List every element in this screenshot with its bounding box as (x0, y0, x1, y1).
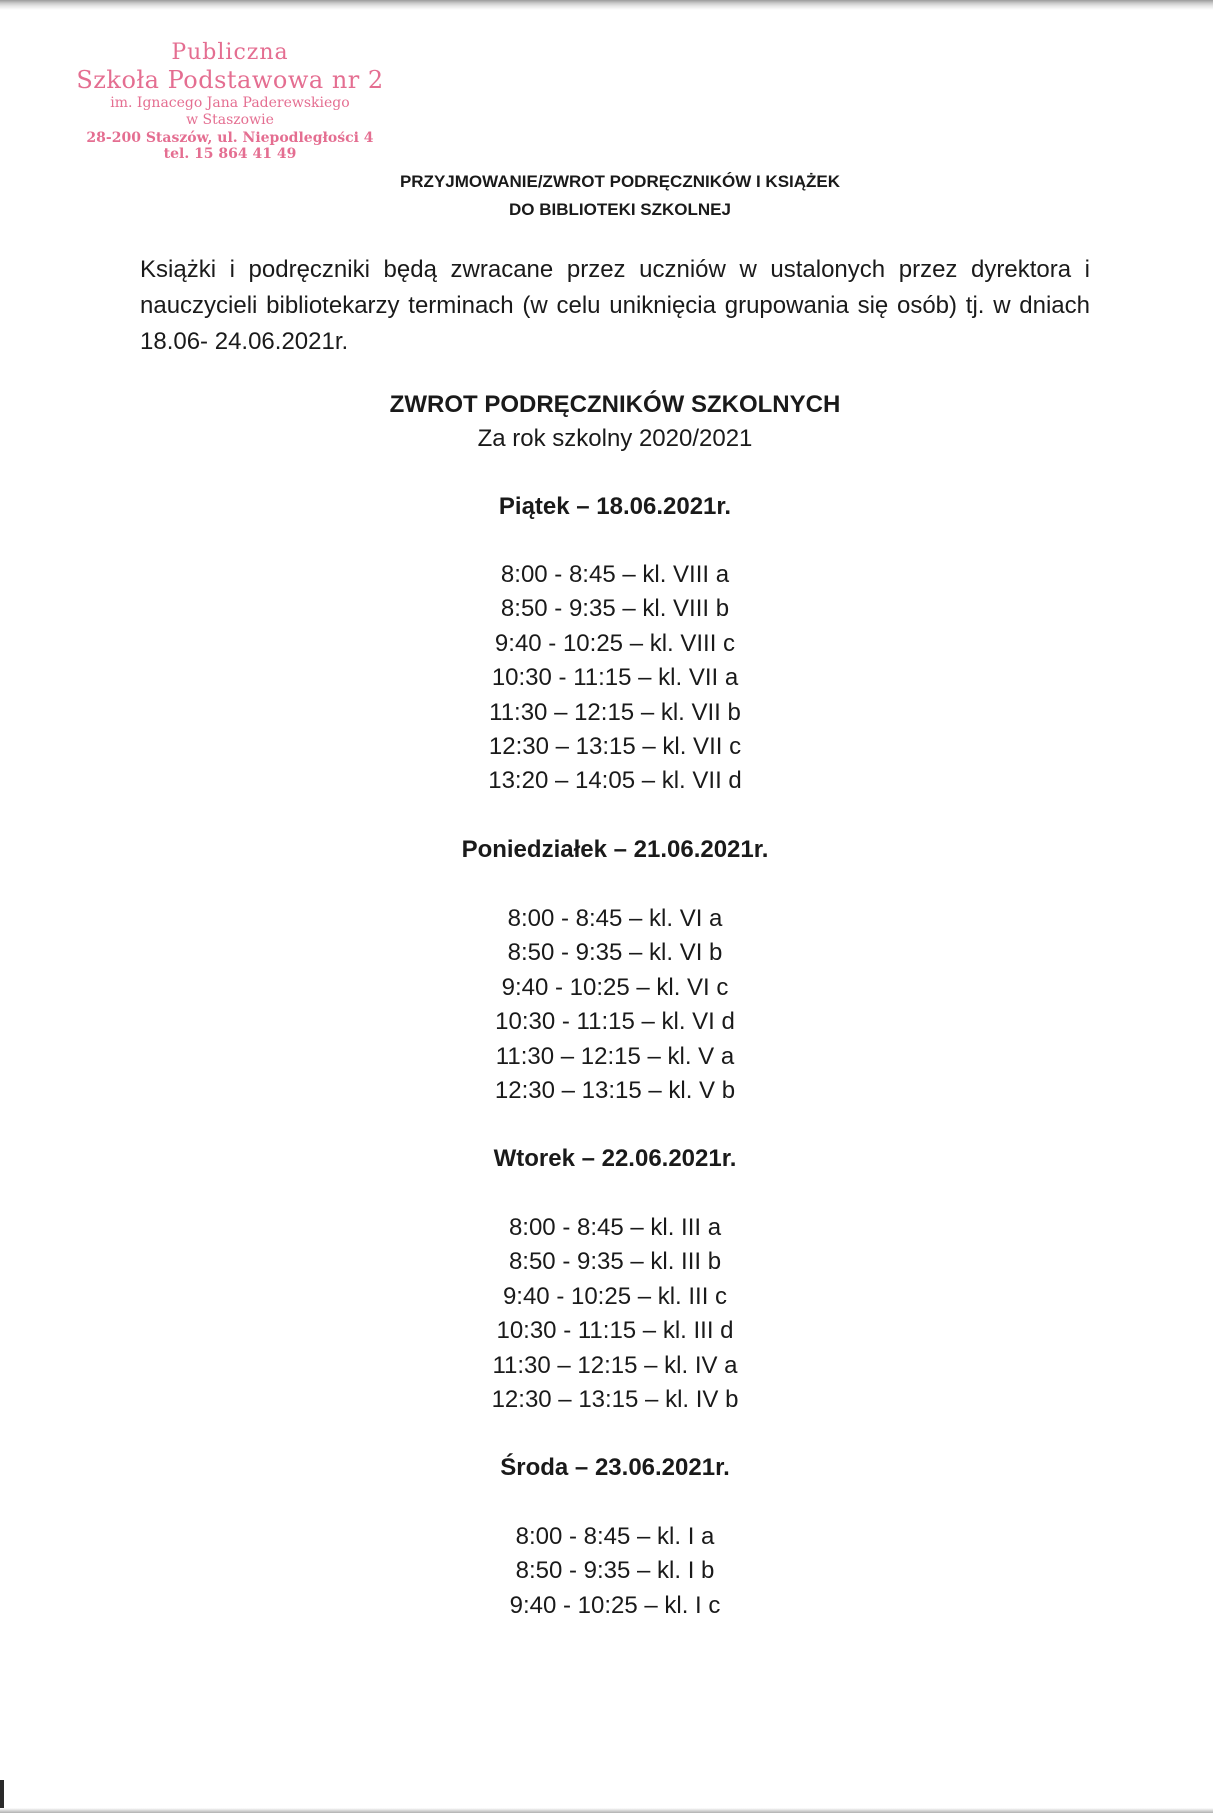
schedule-slot: 8:50 - 9:35 – kl. III b (508, 1248, 722, 1276)
document-title-line: PRZYJMOWANIE/ZWROT PODRĘCZNIKÓW I KSIĄŻEK (399, 172, 841, 191)
schedule-slot: 12:30 – 13:15 – kl. VII c (488, 733, 742, 761)
stamp-line: tel. 15 864 41 49 (163, 147, 297, 162)
schedule-list (300, 558, 930, 799)
document-title-line: DO BIBLIOTEKI SZKOLNEJ (509, 200, 731, 219)
schedule-slot: 12:30 – 13:15 – kl. IV b (491, 1386, 739, 1414)
intro-paragraph: Książki i podręczniki będą zwracane przez uczniów w ustalonych przez dyrektora i nauczycieli bibliotekarzy terminach (w celu uniknięcia grupowania się osób) tj. w dniach 18.06- 24.06.2021r. (140, 256, 1090, 355)
schedule-slot: 11:30 – 12:15 – kl. V a (495, 1042, 735, 1070)
section-title: ZWROT PODRĘCZNIKÓW SZKOLNYCH (389, 391, 841, 418)
schedule-slot: 13:20 – 14:05 – kl. VII d (488, 767, 742, 795)
day-heading: Poniedziałek – 21.06.2021r. (461, 836, 769, 863)
scan-bottom-edge (0, 1808, 1213, 1813)
schedule-slot: 8:00 - 8:45 – kl. I a (515, 1523, 715, 1550)
schedule-slot: 8:50 - 9:35 – kl. VIII b (500, 595, 730, 623)
schedule-slot: 11:30 – 12:15 – kl. VII b (489, 698, 741, 726)
section-subtitle: Za rok szkolny 2020/2021 (477, 425, 753, 452)
day-heading: Środa – 23.06.2021r. (500, 1454, 730, 1481)
schedule-slot: 9:40 - 10:25 – kl. I c (509, 1591, 721, 1619)
scan-top-edge (0, 0, 1213, 10)
stamp-line: Szkoła Podstawowa nr 2 (76, 66, 384, 94)
schedule-slot: 9:40 - 10:25 – kl. VIII c (494, 629, 736, 657)
schedule-slot: 10:30 - 11:15 – kl. VII a (491, 664, 739, 692)
schedule-slot: 8:00 - 8:45 – kl. III a (508, 1214, 722, 1241)
schedule-slot: 10:30 - 11:15 – kl. VI d (495, 1008, 735, 1036)
stamp-line: im. Ignacego Jana Paderewskiego (110, 95, 350, 111)
schedule-slot: 8:50 - 9:35 – kl. VI b (507, 939, 723, 967)
schedule-slot: 10:30 - 11:15 – kl. III d (496, 1317, 734, 1345)
document-header (330, 168, 910, 224)
stamp-line: Publiczna (171, 40, 289, 65)
school-stamp (60, 40, 400, 162)
schedule-slot: 12:30 – 13:15 – kl. V b (494, 1077, 736, 1105)
schedule-slot: 9:40 - 10:25 – kl. VI c (501, 973, 729, 1001)
stamp-line: w Staszowie (186, 112, 274, 128)
schedule-list (300, 1520, 930, 1623)
schedule-slot: 11:30 – 12:15 – kl. IV a (492, 1351, 738, 1379)
stamp-line: 28-200 Staszów, ul. Niepodległości 4 (86, 130, 374, 146)
schedule-slot: 8:50 - 9:35 – kl. I b (515, 1557, 715, 1585)
day-heading: Wtorek – 22.06.2021r. (493, 1145, 737, 1172)
day-heading: Piątek – 18.06.2021r. (498, 493, 732, 520)
schedule-slot: 8:00 - 8:45 – kl. VI a (507, 905, 723, 932)
schedule-list (300, 1211, 930, 1417)
schedule-slot: 9:40 - 10:25 – kl. III c (502, 1282, 728, 1310)
schedule-list (300, 902, 930, 1108)
schedule-slot: 8:00 - 8:45 – kl. VIII a (500, 561, 730, 588)
